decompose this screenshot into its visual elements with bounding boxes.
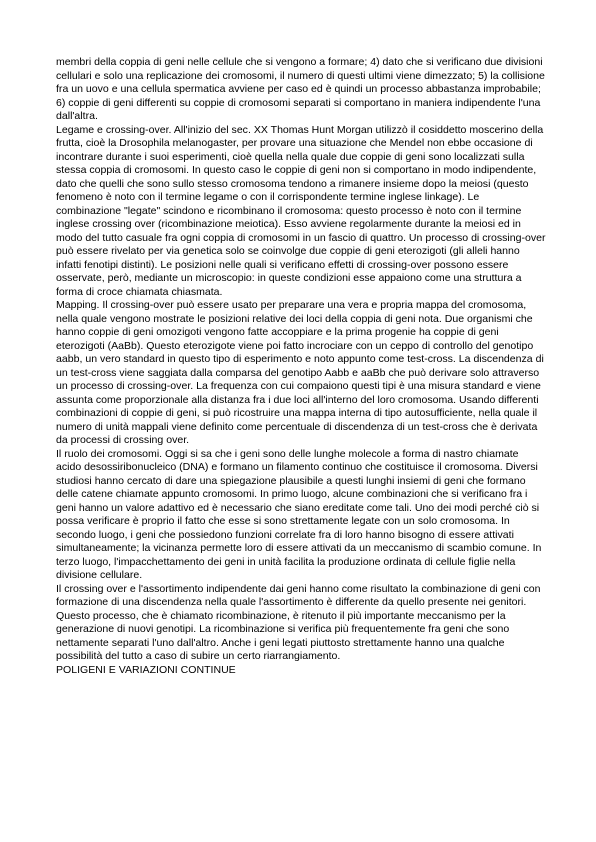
section-heading-polygenes: POLIGENI E VARIAZIONI CONTINUE: [56, 663, 236, 676]
paragraph-meiosis-summary: membri della coppia di geni nelle cellule che si vengono a formare; 4) dato che si verificano due divisioni cellulari e solo una replicazione dei cromosomi, il numero di questi ultimi viene dimezzato; 5) la collisione fra un uovo e una cellula spermatica avviene per caso ed è quindi un processo abbastanza improbabile; 6) coppie di geni differenti su coppie di cromosomi separati si comportano in maniera indipendente l'una dall'altra.: [56, 56, 545, 122]
paragraph-mapping: Mapping. Il crossing-over può essere usato per preparare una vera e propria mappa del cromosoma, nella quale vengono mostrate le posizioni relative dei loci della coppia di geni nota. Due organismi che hanno coppie di geni omozigoti vengono fatte accoppiare e la prima progenie ha coppie di geni eterozigoti (AaBb). Questo eterozigote viene poi fatto incrociare con un ceppo di controllo del genotipo aabb, un vero standard in questo tipo di esperimento e noto appunto come test-cross. La discendenza di un test-cross viene saggiata dalla comparsa del genotipo Aabb e aaBb che può derivare solo attraverso un processo di crossing-over. La frequenza con cui compaiono questi tipi è una misura standard e viene assunta come proporzionale alla distanza fra i due loci all'interno del loro cromosoma. Usando differenti combinazioni di coppie di geni, si può ricostruire una mappa interna di tipo autosufficiente, nella quale il numero di unità mappali viene definito come percentuale di discendenza di un test-cross che è derivata da processi di crossing over.: [56, 299, 544, 446]
paragraph-recombination: Il crossing over e l'assortimento indipendente dai geni hanno come risultato la combinazione di geni con formazione di una discendenza nella quale l'assortimento è differente da quello presente nei genitori. Questo processo, che è chiamato ricombinazione, è ritenuto il più importante meccanismo per la generazione di nuovi genotipi. La ricombinazione si verifica più frequentemente fra geni che sono nettamente separati l'uno dall'altro. Anche i geni legati piuttosto strettamente hanno una qualche possibilità del tutto a caso di subire un certo riarrangiamento.: [56, 582, 541, 662]
document-page: [56, 56, 546, 677]
paragraph-linkage-crossing-over: Legame e crossing-over. All'inizio del sec. XX Thomas Hunt Morgan utilizzò il cosiddetto moscerino della frutta, cioè la Drosophila melanogaster, per provare una situazione che Mendel non ebbe occasione di incontrare durante i suoi esperimenti, cioè quella nella quale due coppie di geni sono localizzati sulla stessa coppia di cromosomi. In questo caso le coppie di geni non si comportano in modo indipendente, dato che quelli che sono sullo stesso cromosoma tendono a rimanere insieme dopo la meiosi (questo fenomeno è noto con il termine legame o con il corrispondente termine inglese linkage). Le combinazione "legate" scindono e ricombinano il cromosoma: questo processo è noto con il termine inglese crossing over (ricombinazione meiotica). Esso avviene regolarmente durante la meiosi ed in modo del tutto casuale fra ogni coppia di cromosomi in un fascio di quattro. Un processo di crossing-over può essere rivelato per via genetica solo se coinvolge due coppie di geni eterozigoti (gli alleli hanno infatti fenotipi distinti). Le posizioni nelle quali si verificano effetti di crossing-over possono essere osservate, però, mediante un microscopio: in queste condizioni esse appaiono come una struttura a forma di croce chiamata chiasmata.: [56, 123, 546, 298]
paragraph-chromosome-role: Il ruolo dei cromosomi. Oggi si sa che i geni sono delle lunghe molecole a forma di nastro chiamate acido desossiribonucleico (DNA) e formano un filamento continuo che costituisce il cromosoma. Diversi studiosi hanno cercato di dare una spiegazione plausibile a questi lunghi insiemi di geni che formano delle catene chiamate appunto cromosomi. In primo luogo, alcune combinazioni che si verificano fra i geni hanno un valore adattivo ed è necessario che siano ereditate come tali. Uno dei modi perché ciò si possa verificare è proprio il fatto che esse si sono strettamente legate con un solo cromosoma. In secondo luogo, i geni che possiedono funzioni correlate fra di loro hanno bisogno di essere attivati simultaneamente; la vicinanza permette loro di essere attivati da un meccanismo di scambio comune. In terzo luogo, l'impacchettamento dei geni in unità facilita la produzione ordinata di cellule figlie nella divisione cellulare.: [56, 447, 542, 581]
